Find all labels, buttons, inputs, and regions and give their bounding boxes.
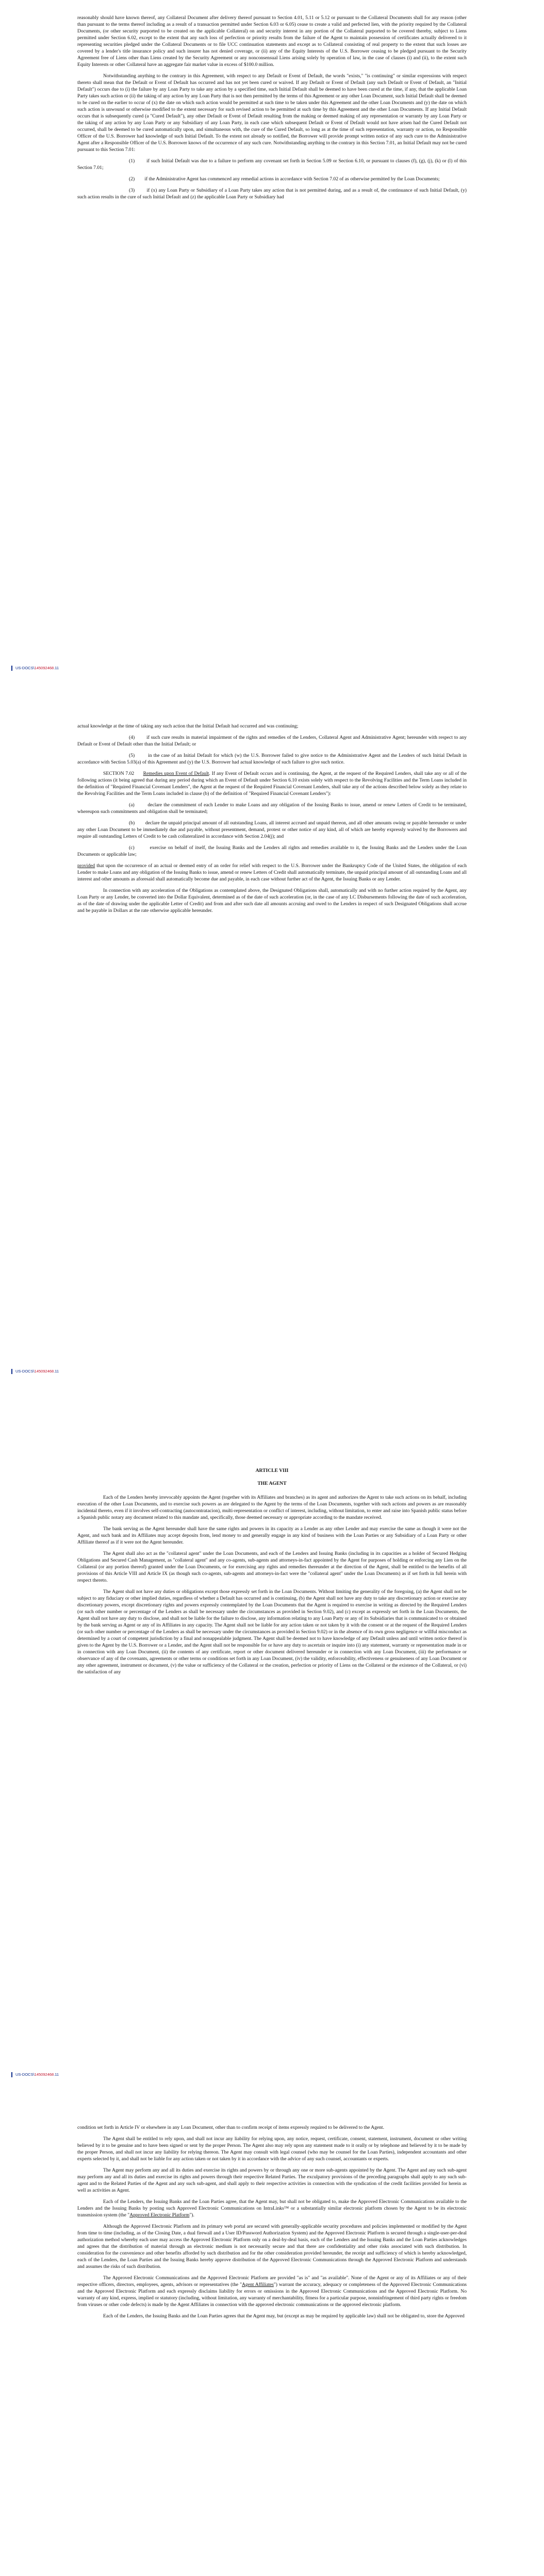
page-3-body [77, 1467, 467, 1680]
section-heading: Remedies upon Event of Default [143, 771, 209, 776]
paragraph-condition: condition set forth in Article IV or elsewhere in any Loan Document, other than to confirm receipt of items expressly required to be delivered to the Agent. [77, 2125, 384, 2130]
paragraph-provided: provided that upon the occurrence of an actual or deemed entry of an order for relief with respect to the U.S. Borrower under the Bankruptcy Code of the United States, the obligation of each Lender to make Loans and any obligation of the Issuing Banks to issue, amend or renew Letters of Credit shall automatically terminate, the unpaid principal amount of all outstanding Loans and all interest and other amounts as aforesaid shall automatically become due and payable, in each case without further act of the Agent, the Issuing Banks or any Lender. [77, 863, 467, 882]
paragraph-initial-default: Notwithstanding anything to the contrary in this Agreement, with respect to any Default or Event of Default, the words "exists," "is continuing" or similar expressions with respect thereto shall mean that the Default or Event of Default has occurred and has not yet been cured or waived. If any Default or Event of Default (any such Default or Event of Default, an "Initial Default") occurs due to (i) the failure by any Loan Party to take any action by a specified time, such Initial Default shall be deemed to have been cured at the time, if any, that the applicable Loan Party takes such action or (ii) the taking of any action by any Loan Party that is not then permitted by the terms of this Agreement or any other Loan Document, such Initial Default shall be deemed to be cured on the earlier to occur of (x) the date on which such action would be permitted at such time to be taken under this Agreement and the other Loan Documents and (y) the date on which such action is unwound or otherwise modified to the extent necessary for such revised action to be permitted at such time by this Agreement and the other Loan Documents. If any Initial Default occurs that is subsequently cured (a "Cured Default"), any other Default or Event of Default resulting from the making or deemed making of any representation or warranty by any Loan Party or the taking of any action by any Loan Party or any Subsidiary of any Loan Party, in each case which subsequent Default or Event of Default would not have arisen had the Cured Default not occurred, shall be deemed to be cured automatically upon, and simultaneous with, the cure of the Cured Default, so long as at the time of such representation, warranty or action, no Responsible Officer of the U.S. Borrower had knowledge of such Initial Default. To the extent not already so notified, the Borrower will provide prompt written notice of any such cure to the Administrative Agent after a Responsible Officer of the U.S. Borrower knows of the occurrence of any such cure. Notwithstanding anything to the contrary in this Section 7.01, an Initial Default may not be cured pursuant to this Section 7.01: [77, 73, 467, 152]
paragraph-actual-knowledge: actual knowledge at the time of taking any such action that the Initial Default had occurred and was continuing; [77, 723, 299, 729]
footer-bar [11, 2072, 12, 2077]
footer-bar [11, 1369, 12, 1374]
paragraph-collateral-documents: reasonably should have known thereof, any Collateral Document after delivery thereof pursuant to Section 4.01, 5.11 or 5.12 or pursuant to the Collateral Documents shall for any reason (other than pursuant to the terms thereof including as a result of a transaction permitted under Section 6.03 or 6.05) cease to create a valid and perfected lien, with the priority required by the Collateral Documents, (or other security purported to be created on the applicable Collateral) on and security interest in any portion of the Collateral purported to be covered thereby, subject to Liens permitted under Section 6.02, except to the extent that any such loss of perfection or priority results from the failure of the Agent to maintain possession of certificates actually delivered to it representing securities pledged under the Collateral Documents or to file UCC continuation statements and except as to Collateral consisting of real property to the extent that such losses are covered by a lender's title insurance policy and such insurer has not denied coverage, or (ii) any of the Equity Interests of the U.S. Borrower ceasing to be pledged pursuant to the Security Agreement free of Liens other than Liens created by the Security Agreement or any nonconsensual Liens arising solely by operation of law, in the case of clauses (i) and (ii), to the extent such Equity Interests or other Collateral have an aggregate fair market value in excess of $100.0 million. [77, 15, 467, 67]
doc-id: 145092468 [34, 666, 54, 670]
clause-5: (5) in the case of an Initial Default for which (w) the U.S. Borrower failed to give notice to the Administrative Agent and the Lenders of such Initial Default in accordance with Section 5.03(a) of this Agreement and (y) the U.S. Borrower had actual knowledge of such failure to give such notice. [77, 753, 467, 765]
clause-c: (c) exercise on behalf of itself, the Issuing Banks and the Lenders all rights and remedies available to it, the Issuing Banks and the Lenders under the Loan Documents or applicable law; [77, 845, 467, 857]
clause-4: (4) if such cure results in material impairment of the rights and remedies of the Lenders, Collateral Agent and Administrative Agent; hereunder with respect to any Default or Event of Default other than the Initial Default; or [77, 735, 467, 747]
clause-a: (a) declare the commitment of each Lender to make Loans and any obligation of the Issuing Banks to issue, amend or renew Letters of Credit to be terminated, whereupon such commitments and obligation shall be terminated; [77, 802, 467, 815]
clause-3: (3) if (x) any Loan Party or Subsidiary of a Loan Party takes any action that is not permitted during, and as a result of, the continuance of such Initial Default, (y) such action results in the cure of such Initial Default and (z) the applicable Loan Party or Subsidiary had [77, 188, 467, 200]
section-7-02: SECTION 7.02 Remedies upon Event of Default. If any Event of Default occurs and is continuing, the Agent, at the request of the Required Lenders, shall take any or all of the following actions (it being agreed that during any period during which an Event of Default under Section 6.10 exists solely with respect to the Revolving Facilities and the Term Loans included in the definition of "Required Financial Covenant Lenders", the Agent at the request of the Required Financial Covenant Lenders, shall take any of the actions described below solely as they relate to the Revolving Facilities and the Term Loans included in clause (b) of the definition of "Required Financial Covenant Lenders"): [77, 771, 467, 796]
paragraph-security: Although the Approved Electronic Platform and its primary web portal are secured with generally-applicable security procedures and policies implemented or modified by the Agent from time to time (including, as of the Closing Date, a dual firewall and a User ID/Password Authorization System) and the Approved Electronic Platform is secured through a single-user-per-deal authorization method whereby each user may access the Approved Electronic Platform only on a deal-by-deal basis, each of the Lenders and the Issuing Banks and the Loan Parties acknowledges and agrees that the distribution of material through an electronic medium is not necessarily secure and that there are confidentiality and other risks associated with such distribution. In consideration for the convenience and other benefits afforded by such distribution and for the other consideration provided hereunder, the receipt and sufficiency of which is hereby acknowledged, each of the Lenders, the Loan Parties and the Issuing Banks hereby approve distribution of the Approved Electronic Communications through the Approved Electronic Platform and understands and assumes the risks of such distribution. [77, 2224, 467, 2269]
paragraph-bank-rights: The bank serving as the Agent hereunder shall have the same rights and powers in its capacity as a Lender as any other Lender and may exercise the same as though it were not the Agent, and such bank and its Affiliates may accept deposits from, lend money to and generally engage in any kind of business with the Loan Parties or any Subsidiary of a Loan Party or other Affiliate thereof as if it were not the Agent hereunder. [77, 1526, 467, 1545]
article-number: ARTICLE VIII [255, 1468, 289, 1473]
doc-id: 145092468 [34, 2072, 54, 2077]
clause-b: (b) declare the unpaid principal amount of all outstanding Loans, all interest accrued and unpaid thereon, and all other amounts owing or payable hereunder or under any other Loan Document to be immediately due and payable, without presentment, demand, protest or other notice of any kind, all of which are hereby expressly waived by the Borrowers and require all outstanding Letters of Credit to be cash collateralized in accordance with Section 2.04(j); and [77, 820, 467, 839]
page-1-body [77, 14, 467, 205]
paragraph-sub-agents: The Agent may perform any and all its duties and exercise its rights and powers by or through any one or more sub-agents appointed by the Agent. The Agent and any such sub-agent may perform any and all its duties and exercise its rights and powers through their respective Related Parties. The exculpatory provisions of the preceding paragraphs shall apply to any such sub-agent and to the Related Parties of the Agent and any such sub-agent, and shall apply to their respective activities in connection with the syndication of the credit facilities provided for herein as well as activities as Agent. [77, 2167, 467, 2193]
paragraph-storage: Each of the Lenders, the Issuing Banks and the Loan Parties agrees that the Agent may, but (except as may be required by applicable law) shall not be obligated to, store the Approved [103, 2313, 465, 2319]
clause-2: (2) if the Administrative Agent has commenced any remedial actions in accordance with Section 7.02 of as otherwise permitted by the Loan Documents; [129, 176, 440, 182]
paragraph-as-is: The Approved Electronic Communications and the Approved Electronic Platform are provided "as is" and "as available". None of the Agent or any of its Affiliates or any of their respective officers, directors, employees, agents, advisors or representatives (the "Agent Affiliates") warrant the accuracy, adequacy or completeness of the Approved Electronic Communications and the Approved Electronic Platform and each expressly disclaims liability for errors or omissions in the Approved Electronic Communications and the Approved Electronic Platform. No warranty of any kind, express, implied or statutory (including, without limitation, any warranty of merchantability, fitness for a particular purpose, nonninfringement of third party rights or freedom from viruses or other code defects) is made by the Agent Affiliates in connection with the approved electronic communications or the approved electronic platform. [77, 2275, 467, 2308]
paragraph-collateral-agent: The Agent shall also act as the "collateral agent" under the Loan Documents, and each of the Lenders and Issuing Banks (including in its capacities as a holder of Secured Hedging Obligations and Secured Cash Management, as "collateral agent" and any co-agents, sub-agents and attorneys-in-fact appointed by the Agent for purposes of holding or enforcing any Lien on the Collateral (or any portion thereof) granted under the Loan Documents, or for exercising any rights and remedies thereunder at the direction of the Agent, shall be entitled to the benefits of all provisions of this Article VIII and Article IX (as though such co-agents, sub-agents and attorneys-in-fact were the "collateral agent" under the Loan Documents) as if set forth in full herein with respect thereto. [77, 1551, 467, 1583]
page-footer: US-DOCS\145092468.11 [11, 1368, 59, 1375]
footer-bar [11, 666, 12, 671]
paragraph-conversion: In connection with any acceleration of the Obligations as contemplated above, the Designated Obligations shall, automatically and with no further action required by the Agent, any Loan Party or any Lender, be converted into the Dollar Equivalent, determined as of the date of such acceleration (or, in the case of any LC Disbursements following the date of such acceleration, as of the date of drawing under the applicable Letter of Credit) and from and after such date all amounts accruing and owed to the Lenders in respect of such Designated Obligations shall accrue and be payable in Dollars at the rate otherwise applicable hereunder. [77, 888, 467, 913]
doc-id: 145092468 [34, 1369, 54, 1374]
article-title: THE AGENT [257, 1481, 287, 1486]
paragraph-appointment: Each of the Lenders hereby irrevocably appoints the Agent (together with its Affiliates and branches) as its agent and authorizes the Agent to take such actions on its behalf, including execution of the other Loan Documents, and to exercise such powers as are delegated to the Agent by the terms of the Loan Documents, together with such actions and powers as are reasonably incidental thereto, even if it involves self-contracting (autocontratacion), multi-representation or conflict of interest, including, without limitation, to enter and raise into Spanish public status before a Spanish public notary any document related to this mandate and, specifically, those deemed necessary or appropriate according to the mandate received. [77, 1495, 467, 1520]
page-footer: US-DOCS\145092468.11 [11, 2071, 59, 2078]
clause-1: (1) if such Initial Default was due to a failure to perform any covenant set forth in Section 5.09 or Section 6.10, or pursuant to clauses (f), (g), (j), (k) or (l) of this Section 7.01; [77, 158, 467, 171]
paragraph-reliance: The Agent shall be entitled to rely upon, and shall not incur any liability for relying upon, any notice, request, certificate, consent, statement, instrument, document or other writing believed by it to be genuine and to have been signed or sent by the proper Person. The Agent also may rely upon any statement made to it orally or by telephone and believed by it to be made by the proper Person, and shall not incur any liability for relying thereon. The Agent may consult with legal counsel (who may be counsel for the Loan Parties), independent accountants and other experts selected by it, and shall not be liable for any action taken or not taken by it in accordance with the advice of any such counsel, accountants or experts. [77, 2136, 467, 2162]
page-footer: US-DOCS\145092468.11 [11, 665, 59, 671]
paragraph-electronic-platform: Each of the Lenders, the Issuing Banks and the Loan Parties agree, that the Agent may, but shall not be obligated to, make the Approved Electronic Communications available to the Lenders and the Issuing Banks by posting such Approved Electronic Communications on IntraLinks™ or a substantially similar electronic platform chosen by the Agent to be its electronic transmission system (the "Approved Electronic Platform"). [77, 2199, 467, 2218]
paragraph-duties: The Agent shall not have any duties or obligations except those expressly set forth in the Loan Documents. Without limiting the generality of the foregoing, (a) the Agent shall not be subject to any fiduciary or other implied duties, regardless of whether a Default has occurred and is continuing, (b) the Agent shall not have any duty to take any discretionary action or exercise any discretionary powers, except discretionary rights and powers expressly contemplated by the Loan Documents that the Agent is required to exercise in writing as directed by the Required Lenders (or such other number or percentage of the Lenders as shall be necessary under the circumstances as provided in Section 9.02), and (c) except as expressly set forth in the Loan Documents, the Agent shall not have any duty to disclose, and shall not be liable for the failure to disclose, any information relating to any Loan Party or any of its Subsidiaries that is communicated to or obtained by the bank serving as Agent or any of its Affiliates in any capacity. The Agent shall not be liable for any action taken or not taken by it with the consent or at the request of the Required Lenders (or such other number or percentage of the Lenders as shall be necessary under the circumstances as provided in Section 9.02) or in the absence of its own gross negligence or willful misconduct as determined by a court of competent jurisdiction by a final and nonappealable judgment. The Agent shall be deemed not to have knowledge of any Default unless and until written notice thereof is given to the Agent by the U.S. Borrower or a Lender, and the Agent shall not be responsible for or have any duty to ascertain or inquire into (i) any statement, warranty or representation made in or in connection with any Loan Document, (ii) the contents of any certificate, report or other document delivered hereunder or in connection with any Loan Document, (iii) the performance or observance of any of the covenants, agreements or other terms or conditions set forth in any Loan Document, (iv) the validity, enforceability, effectiveness or genuineness of any Loan Document or any other agreement, instrument or document, (v) the value or sufficiency of the Collateral or the creation, perfection or priority of Liens on the Collateral or the existence of the Collateral, or (vi) the satisfaction of any [77, 1589, 467, 1675]
page-4-body [77, 2124, 467, 2324]
page-2-body [77, 723, 467, 919]
